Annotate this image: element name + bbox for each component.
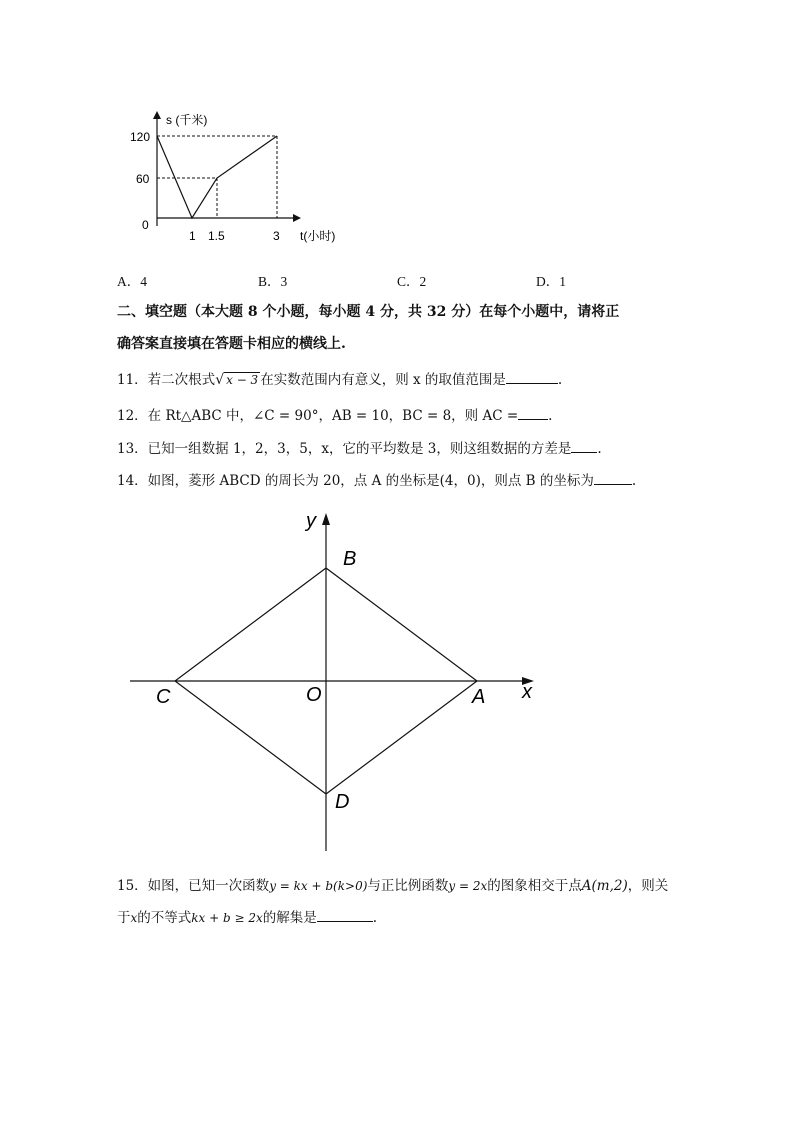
q15-func1: y = kx + b(k>0) <box>269 879 368 893</box>
answer-blank-15[interactable] <box>317 909 373 922</box>
answer-blank-13[interactable] <box>571 440 597 453</box>
x-tick-1: 1 <box>189 229 196 243</box>
q15-var: x <box>130 911 138 925</box>
x-axis-label: t(小时) <box>300 229 336 243</box>
q15-line1-a: 15．如图，已知一次函数 <box>117 878 270 894</box>
section-heading-line1: 二、填空题（本大题 8 个小题，每小题 4 分，共 32 分）在每个小题中，请将正 <box>117 304 620 320</box>
q11-prefix: 11．若二次根式 <box>117 372 216 388</box>
q12-end: . <box>548 408 553 424</box>
label-o: O <box>306 684 322 706</box>
y-tick-0: 0 <box>142 218 149 232</box>
answer-blank-11[interactable] <box>506 371 558 384</box>
option-c: C．2 <box>397 274 427 289</box>
rhombus-figure <box>120 505 550 855</box>
answer-blank-12[interactable] <box>518 407 548 420</box>
q15-line1-b: 与正比例函数 <box>367 878 449 894</box>
label-b: B <box>343 548 357 570</box>
q14-end: . <box>631 473 637 489</box>
q15-line2-b: 的不等式 <box>137 910 192 926</box>
q15-func2: y = 2x <box>448 879 488 893</box>
question-15-line1 <box>117 874 668 894</box>
fig2-y-arrow <box>322 513 330 525</box>
section-heading-line2: 确答案直接填在答题卡相应的横线上. <box>117 336 346 352</box>
label-x: x <box>522 681 532 703</box>
x-tick-1-5: 1.5 <box>208 229 225 243</box>
y-tick-60: 60 <box>136 172 150 186</box>
x-tick-3: 3 <box>273 229 280 243</box>
y-axis-arrow <box>153 111 161 119</box>
label-c: C <box>156 686 171 708</box>
option-b: B．3 <box>258 274 288 289</box>
q15-line2-c: 的解集是 <box>262 910 317 926</box>
q15-ineq: kx + b ≥ 2x <box>191 911 263 925</box>
label-d: D <box>335 791 350 813</box>
option-a: A．4 <box>117 274 147 289</box>
question-13 <box>117 437 602 457</box>
question-15-line2 <box>117 906 377 926</box>
q14-text: 14．如图，菱形 ABCD 的周长为 20，点 A 的坐标是(4，0)，则点 B 的坐标为 <box>117 473 594 489</box>
q11-suffix: 在实数范围内有意义，则 x 的取值范围是 <box>260 372 506 388</box>
question-14 <box>117 469 636 489</box>
q15-line1-d: ，则关 <box>627 878 669 894</box>
option-d: D．1 <box>536 274 566 289</box>
q11-end: . <box>557 372 563 388</box>
question-11 <box>117 368 562 388</box>
question-12 <box>117 404 552 424</box>
label-a: A <box>472 686 486 708</box>
q13-text: 13．已知一组数据 1，2，3，5，x，它的平均数是 3，则这组数据的方差是 <box>117 441 572 457</box>
x-axis-arrow <box>293 214 301 222</box>
q15-point: A(m,2) <box>581 878 628 894</box>
q13-end: . <box>597 441 602 457</box>
y-axis-label: s (千米) <box>166 113 208 127</box>
q15-line1-c: 的图象相交于点 <box>487 878 582 894</box>
q15-line2-a: 于 <box>117 910 131 926</box>
y-tick-120: 120 <box>130 130 151 144</box>
q12-text: 12．在 Rt△ABC 中，∠C = 90°，AB = 10，BC = 8，则 AC = <box>117 408 519 424</box>
distance-time-graph <box>120 108 360 248</box>
sqrt-icon: √ <box>215 372 225 388</box>
q15-end: . <box>372 910 378 926</box>
q11-radicand: x − 3 <box>226 373 259 387</box>
label-y: y <box>306 510 316 532</box>
answer-blank-14[interactable] <box>594 472 632 485</box>
